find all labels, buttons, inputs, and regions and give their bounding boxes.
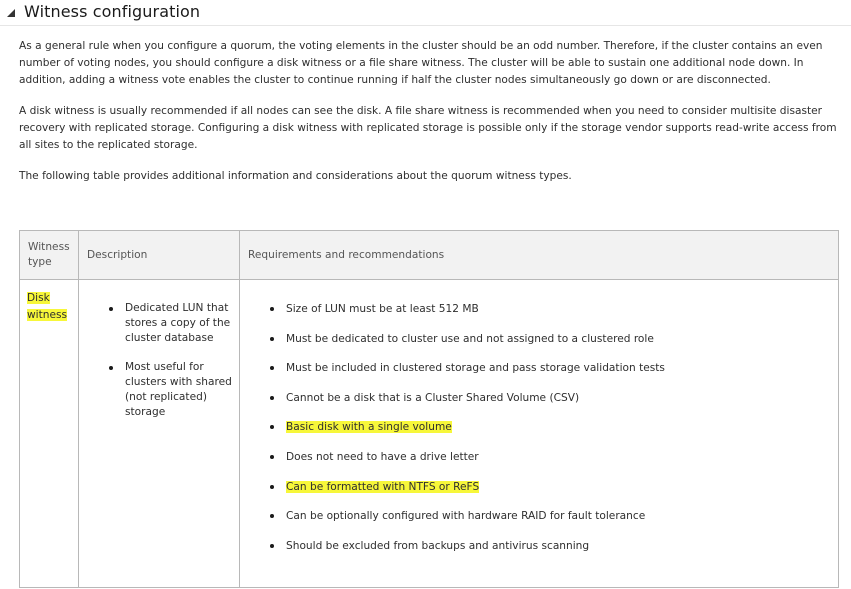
header-divider	[0, 25, 851, 26]
collapse-triangle-icon[interactable]	[6, 8, 16, 18]
list-item	[269, 479, 829, 509]
list-item	[269, 538, 829, 568]
header-description: Description	[87, 249, 148, 261]
list-item-text: Cannot be a disk that is a Cluster Shared Volume (CSV)	[286, 391, 580, 404]
section-title: Witness configuration	[24, 2, 201, 21]
list-item-text: Size of LUN must be at least 512 MB	[286, 303, 479, 315]
header-requirements: Requirements and recommendations	[248, 249, 445, 261]
column-divider	[78, 231, 79, 587]
list-item-text: Must be included in clustered storage and pass storage validation tests	[286, 362, 665, 375]
highlighted-text: Disk witness	[27, 292, 68, 321]
list-item-text: Should be excluded from backups and antivirus scanning	[286, 539, 590, 552]
list-item	[269, 419, 829, 449]
list-item	[269, 449, 829, 479]
highlighted-text: Basic disk with a single volume	[286, 421, 452, 434]
list-item	[269, 508, 829, 538]
list-item	[269, 301, 829, 331]
header-witness-type: Witness type	[28, 241, 70, 268]
list-item-text: Can be optionally configured with hardware RAID for fault tolerance	[286, 510, 646, 523]
list-item-text: Does not need to have a drive letter	[286, 450, 479, 463]
description-list	[107, 301, 237, 434]
list-item: Dedicated LUN that stores a copy of the cluster database	[107, 301, 237, 346]
requirements-list	[269, 301, 829, 567]
cell-witness-type	[27, 290, 77, 324]
list-item	[269, 331, 829, 361]
witness-types-table	[19, 230, 839, 588]
paragraph-quorum-rule: As a general rule when you configure a quorum, the voting elements in the cluster should be an odd number. Therefore, if the cluster contains an even number of voting nodes, you should configure a disk witness or a file share witness. The cluster will be able to sustain one additional node down. In addition, adding a witness vote enables the cluster to continue running if half the cluster nodes simultaneously go down or are disconnected.	[19, 40, 823, 86]
section-header[interactable]	[6, 2, 200, 21]
list-item-text: Must be dedicated to cluster use and not assigned to a clustered role	[286, 332, 654, 345]
list-item	[269, 390, 829, 420]
list-item: Most useful for clusters with shared (not replicated) storage	[107, 360, 237, 420]
list-item	[269, 360, 829, 390]
paragraph-disk-witness: A disk witness is usually recommended if all nodes can see the disk. A file share witness is recommended when you need to consider multisite disaster recovery with replicated storage. Configuring a disk witness with replicated storage is possible only if the storage vendor supports read-write access from all sites to the replicated storage.	[19, 105, 837, 151]
column-divider	[239, 231, 240, 587]
highlighted-text: Can be formatted with NTFS or ReFS	[286, 480, 480, 493]
paragraph-table-intro: The following table provides additional information and considerations about the quorum witness types.	[19, 170, 572, 182]
